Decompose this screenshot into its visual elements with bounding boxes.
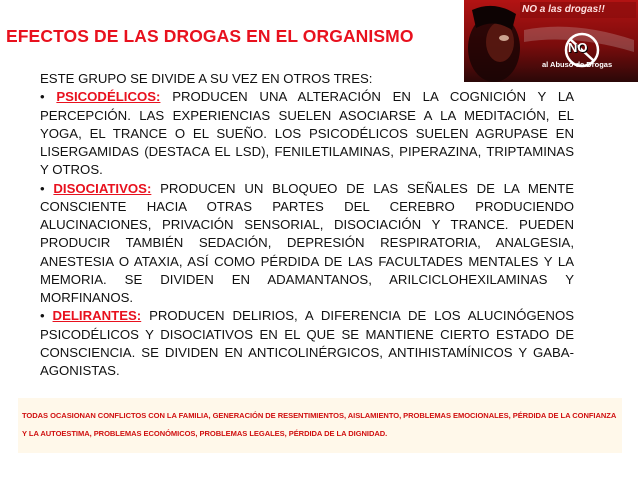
bullet-disociativos (40, 180, 574, 308)
bullet-heading-disociativos: DISOCIATIVOS: (53, 180, 152, 196)
bullet-heading-psicodelicos: PSICODÉLICOS: (56, 89, 161, 105)
banner-bottom-text: al Abuso de Drogas (542, 60, 613, 69)
intro-text: ESTE GRUPO SE DIVIDE A SU VEZ EN OTROS TRES: (40, 71, 373, 86)
bullet-text-disociativos: PRODUCEN UN BLOQUEO DE LAS SEÑALES DE LA MENTE CONSCIENTE HACIA OTRAS PARTES DEL CEREBRO PRODUCIENDO ALUCINACIONES, PRIVACIÓN SENSORIAL, DISOCIACIÓN Y TRANCE. PUEDEN PRODUCIR TAMBIÉN SEDACIÓN, DEPRESIÓN RESPIRATORIA, ANALGESIA, ANESTESIA O ATAXIA, ASÍ COMO PÉRDIDA DE LAS FACULTADES MENTALES Y LA MEMORIA. SE DIVIDEN EN ADAMANTANOS, ARILCICLOHEXILAMINAS Y MORFINANOS. (40, 180, 574, 305)
bullet-text-delirantes: PRODUCEN DELIRIOS, A DIFERENCIA DE LOS ALUCINÓGENOS PSICODÉLICOS Y DISOCIATIVOS EN EL QUE SE MANTIENE CIERTO ESTADO DE CONSCIENCIA. SE DIVIDEN EN ANTICOLINÉRGICOS, ANTIHISTAMÍNICOS Y GABA-AGONISTAS. (40, 308, 574, 378)
banner-no-text: NO (568, 40, 588, 55)
slide-title: EFECTOS DE LAS DROGAS EN EL ORGANISMO (6, 26, 414, 46)
bullet-marker: • (40, 308, 45, 324)
footer-note: TODAS OCASIONAN CONFLICTOS CON LA FAMILIA, GENERACIÓN DE RESENTIMIENTOS, AISLAMIENTO, PROBLEMAS EMOCIONALES, PÉRDIDA DE LA CONFIANZA Y LA AUTOESTIMA, PROBLEMAS ECONÓMICOS, PROBLEMAS LEGALES, PÉRDIDA DE LA DIGNIDAD. (22, 411, 616, 438)
bullet-heading-delirantes: DELIRANTES: (52, 308, 142, 324)
slide-body (40, 70, 574, 380)
bullet-marker: • (40, 180, 45, 196)
bullet-psicodelicos (40, 88, 574, 179)
bullet-text-psicodelicos: PRODUCEN UNA ALTERACIÓN EN LA COGNICIÓN Y LA PERCEPCIÓN. LAS EXPERIENCIAS SUELEN ASOCIARSE A LA MEDITACIÓN, EL YOGA, EL TRANCE O EL SUEÑO. LOS PSICODÉLICOS SUELEN AGRUPASE EN LISERGAMIDAS (DESTACA EL LSD), FENILETILAMINAS, PIPERAZINA, TRIPTAMINAS Y OTROS. (40, 89, 574, 178)
bullet-delirantes (40, 307, 574, 380)
banner-top-text: NO a las drogas!! (522, 4, 605, 15)
bullet-marker: • (40, 89, 45, 105)
